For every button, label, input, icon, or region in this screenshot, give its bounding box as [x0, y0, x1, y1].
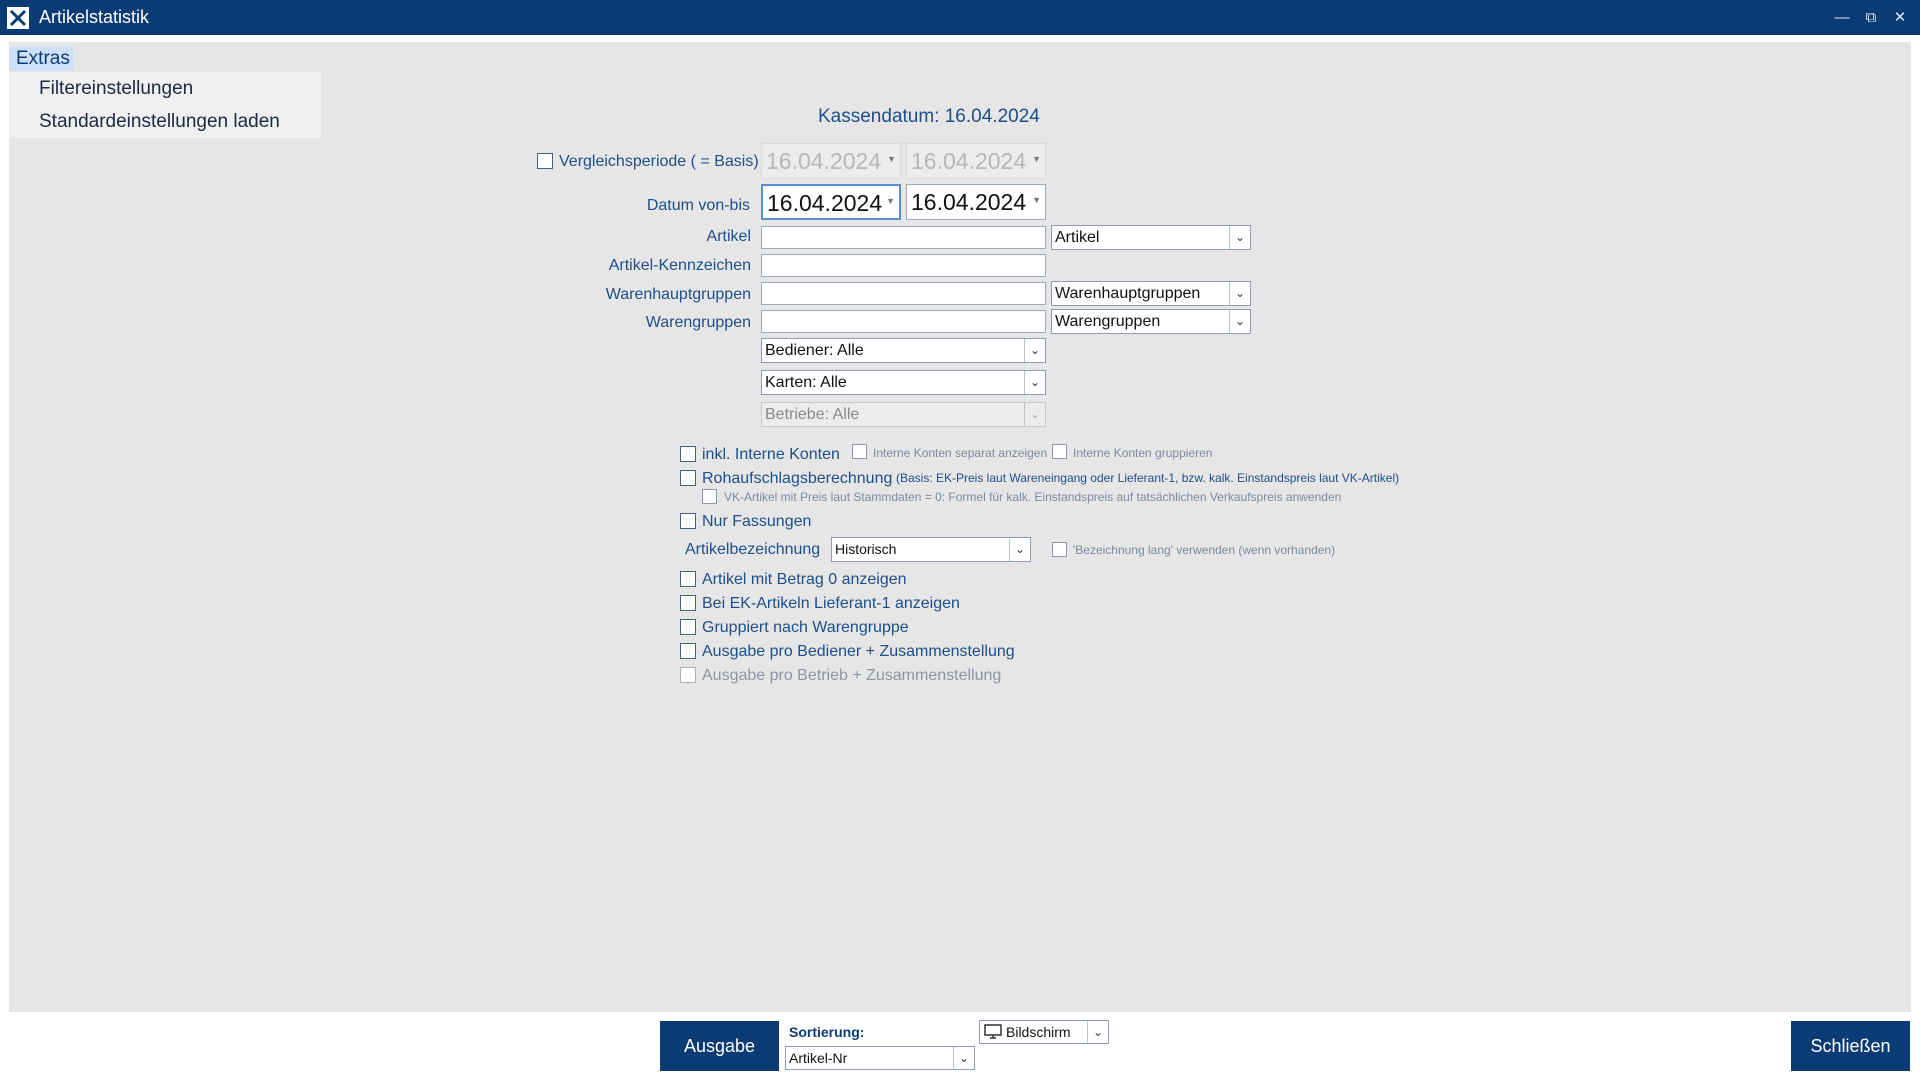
schliessen-button[interactable]: Schließen	[1791, 1021, 1910, 1071]
menu-item-filtereinstellungen[interactable]: Filtereinstellungen	[39, 78, 194, 99]
datum-label: Datum von-bis	[646, 197, 750, 214]
gruppiert-label: Gruppiert nach Warengruppe	[702, 619, 909, 636]
nur-fassungen-label: Nur Fassungen	[702, 513, 812, 530]
rohaufschlag-note: (Basis: EK-Preis laut Wareneingang oder Lieferant-1, bzw. kalk. Einstandspreis laut VK-Artikel)	[896, 471, 1400, 485]
kennzeichen-label: Artikel-Kennzeichen	[608, 257, 751, 274]
chevron-down-icon: ⌄	[1229, 310, 1250, 333]
warengruppen-label: Warengruppen	[645, 314, 751, 331]
date-dropdown-icon: ▼	[1032, 195, 1041, 205]
minimize-icon[interactable]: —	[1834, 9, 1850, 26]
chevron-down-icon: ⌄	[1229, 282, 1250, 305]
chevron-down-icon: ⌄	[1009, 538, 1030, 561]
betrag-0-label: Artikel mit Betrag 0 anzeigen	[702, 571, 907, 588]
date-dropdown-icon: ▼	[886, 196, 895, 206]
restore-icon[interactable]: ⧉	[1865, 9, 1877, 26]
datum-to-date[interactable]: 16.04.2024 ▼	[906, 184, 1046, 220]
artikel-combo[interactable]: Artikel ⌄	[1051, 225, 1251, 250]
vk-artikel-label: VK-Artikel mit Preis laut Stammdaten = 0: Formel für kalk. Einstandspreis auf tatsächlichen Verkaufspreis anwenden	[724, 490, 1342, 504]
vergleich-to-date: 16.04.2024 ▼	[906, 143, 1046, 179]
interne-konten-label: inkl. Interne Konten	[702, 446, 840, 463]
close-icon[interactable]: ✕	[1893, 9, 1907, 26]
warenhaupt-combo[interactable]: Warenhauptgruppen ⌄	[1051, 281, 1251, 306]
pro-betrieb-label: Ausgabe pro Betrieb + Zusammenstellung	[702, 667, 1002, 684]
rohaufschlag-label: Rohaufschlagsberechnung	[702, 470, 893, 487]
rohaufschlag-checkbox[interactable]	[680, 470, 696, 486]
datum-from-date[interactable]: 16.04.2024 ▼	[761, 184, 901, 220]
bezeichnung-lang-checkbox[interactable]	[1052, 542, 1067, 557]
chevron-down-icon: ⌄	[953, 1047, 974, 1069]
artikel-label: Artikel	[706, 228, 751, 245]
monitor-icon	[984, 1024, 1002, 1046]
gruppiert-checkbox[interactable]	[680, 619, 696, 635]
vergleich-label: Vergleichsperiode ( = Basis)	[559, 153, 759, 170]
chevron-down-icon: ⌄	[1024, 339, 1045, 362]
app-x-icon	[7, 7, 29, 29]
artikel-input[interactable]	[761, 226, 1046, 249]
pro-betrieb-checkbox	[680, 667, 696, 683]
nur-fassungen-checkbox[interactable]	[680, 513, 696, 529]
pro-bediener-checkbox[interactable]	[680, 643, 696, 659]
betriebe-select: Betriebe: Alle ⌄	[761, 402, 1046, 427]
vergleich-checkbox[interactable]	[537, 153, 553, 169]
artikelbezeichnung-select[interactable]: Historisch ⌄	[831, 537, 1031, 562]
interne-separat-label: Interne Konten separat anzeigen	[873, 446, 1048, 460]
warengruppen-input[interactable]	[761, 310, 1046, 333]
betrag-0-checkbox[interactable]	[680, 571, 696, 587]
artikelbezeichnung-label: Artikelbezeichnung	[685, 541, 821, 558]
sortierung-label: Sortierung:	[789, 1024, 865, 1040]
karten-select[interactable]: Karten: Alle ⌄	[761, 370, 1046, 395]
kennzeichen-input[interactable]	[761, 254, 1046, 277]
menu-extras[interactable]: Extras	[9, 47, 73, 71]
title-bar	[0, 0, 1920, 35]
vk-artikel-checkbox[interactable]	[702, 489, 717, 504]
date-dropdown-icon: ▼	[1032, 154, 1041, 164]
interne-gruppieren-label: Interne Konten gruppieren	[1073, 446, 1213, 460]
bezeichnung-lang-label: 'Bezeichnung lang' verwenden (wenn vorhanden)	[1073, 543, 1336, 557]
ausgabe-button[interactable]: Ausgabe	[660, 1021, 779, 1071]
date-dropdown-icon: ▼	[887, 154, 896, 164]
chevron-down-icon: ⌄	[1087, 1021, 1108, 1043]
warenhaupt-label: Warenhauptgruppen	[605, 286, 751, 303]
extras-dropdown	[9, 72, 321, 138]
ek-lieferant-checkbox[interactable]	[680, 595, 696, 611]
interne-konten-checkbox[interactable]	[680, 446, 696, 462]
chevron-down-icon: ⌄	[1024, 403, 1045, 426]
pro-bediener-label: Ausgabe pro Bediener + Zusammenstellung	[702, 643, 1015, 660]
warengruppen-combo[interactable]: Warengruppen ⌄	[1051, 309, 1251, 334]
ek-lieferant-label: Bei EK-Artikeln Lieferant-1 anzeigen	[702, 595, 960, 612]
sortierung-select[interactable]: Artikel-Nr ⌄	[785, 1046, 975, 1070]
kassendatum-heading: Kassendatum: 16.04.2024	[818, 106, 1040, 127]
chevron-down-icon: ⌄	[1024, 371, 1045, 394]
output-target-select[interactable]: Bildschirm ⌄	[979, 1020, 1109, 1044]
interne-separat-checkbox[interactable]	[852, 444, 867, 459]
interne-gruppieren-checkbox[interactable]	[1052, 444, 1067, 459]
window-title: Artikelstatistik	[39, 7, 150, 27]
warenhaupt-input[interactable]	[761, 282, 1046, 305]
chevron-down-icon: ⌄	[1229, 226, 1250, 249]
menu-item-standardeinstellungen[interactable]: Standardeinstellungen laden	[39, 111, 280, 132]
bediener-select[interactable]: Bediener: Alle ⌄	[761, 338, 1046, 363]
vergleich-from-date: 16.04.2024 ▼	[761, 143, 901, 179]
